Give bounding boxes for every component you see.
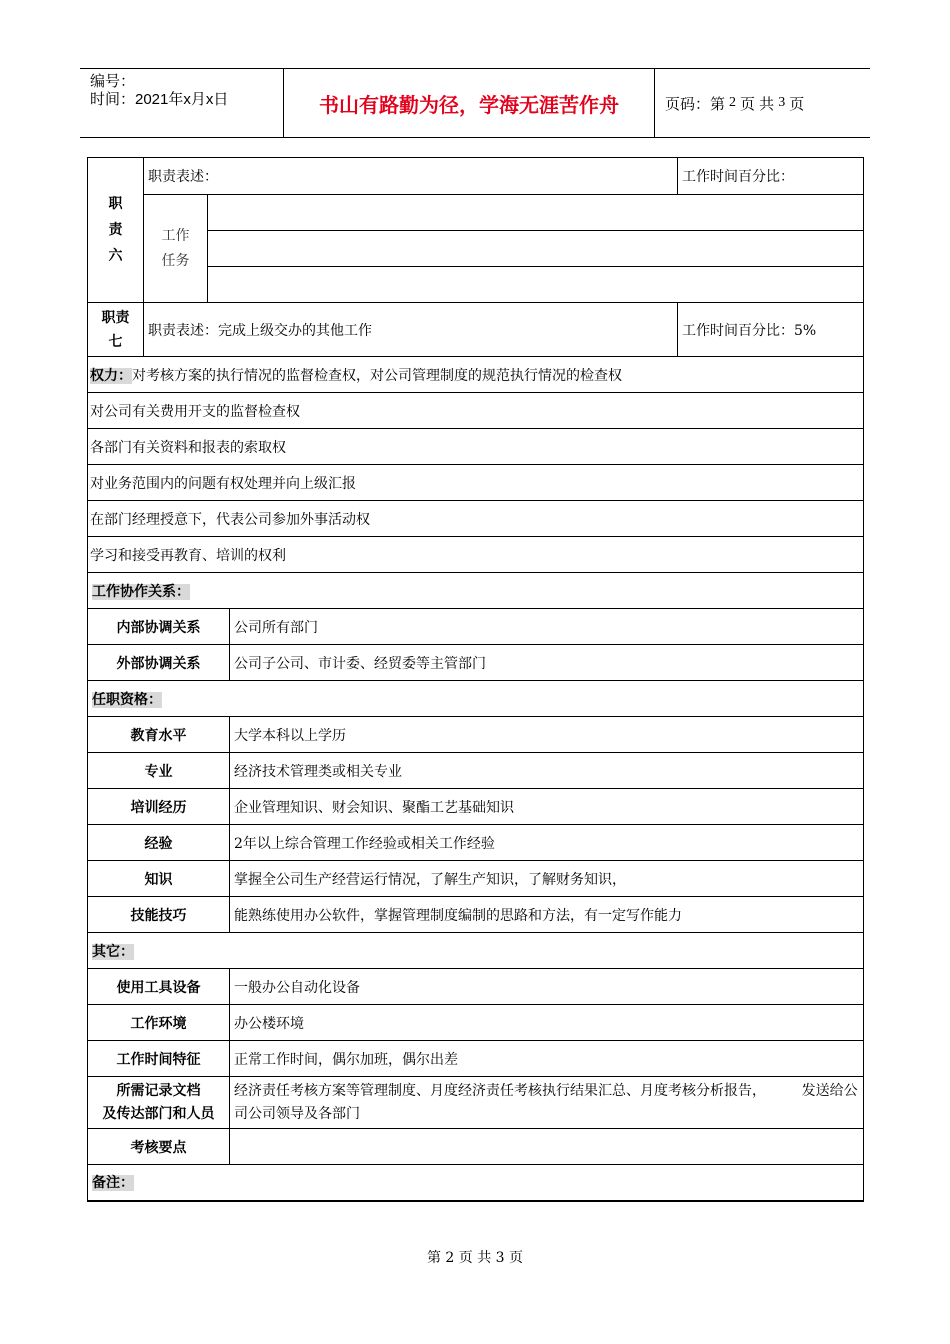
cooperation-label: 内部协调关系 [88,609,230,645]
qualifications-title-text: 任职资格： [92,691,162,708]
other-value: 办公楼环境 [230,1005,864,1041]
duty7-time-pct: 工作时间百分比：5% [678,303,864,357]
powers-first-item [88,357,864,393]
assess-label: 考核要点 [88,1129,230,1165]
page-label-prefix: 页码：第 [665,95,726,113]
page-header [80,68,870,138]
qualification-value: 掌握全公司生产经营运行情况，了解生产知识，了解财务知识， [230,861,864,897]
qualification-label: 专业 [88,753,230,789]
duty6-task-2[interactable] [208,231,864,267]
other-title [88,933,864,969]
powers-row [88,429,864,465]
other-row [88,1041,864,1077]
header-page-indicator [655,69,870,137]
docs-row [88,1077,864,1129]
qualification-label: 技能技巧 [88,897,230,933]
power-item: 对公司有关费用开支的监督检查权 [88,393,864,429]
power-item: 学习和接受再教育、培训的权利 [88,537,864,573]
page-total: 3 [778,95,786,110]
assess-row [88,1129,864,1165]
cooperation-value: 公司子公司、市计委、经贸委等主管部门 [230,645,864,681]
qualification-row [88,861,864,897]
cooperation-title-row [88,573,864,609]
duty6-label: 职 责 六 [88,158,144,303]
powers-row [88,537,864,573]
duty6-time-pct-label: 工作时间百分比： [678,158,864,195]
page-label-suffix: 页 [789,95,805,113]
qualification-value: 大学本科以上学历 [230,717,864,753]
page-current: 2 [729,95,737,110]
other-title-row [88,933,864,969]
other-label: 工作环境 [88,1005,230,1041]
remarks-row [88,1165,864,1201]
qualification-row [88,789,864,825]
cooperation-value: 公司所有部门 [230,609,864,645]
docs-label: 所需记录文档 及传达部门和人员 [88,1077,230,1129]
qualification-label: 经验 [88,825,230,861]
other-row [88,969,864,1005]
powers-row [88,465,864,501]
qualification-row [88,753,864,789]
cooperation-title [88,573,864,609]
header-motto: 书山有路勤为径，学海无涯苦作舟 [283,69,655,137]
job-description-table [87,157,864,1202]
other-row [88,1005,864,1041]
qualification-label: 知识 [88,861,230,897]
powers-first-text: 对考核方案的执行情况的监督检查权，对公司管理制度的规范执行情况的检查权 [132,367,622,384]
other-value: 一般办公自动化设备 [230,969,864,1005]
assess-value[interactable] [230,1129,864,1165]
page-footer: 第 2 页 共 3 页 [426,1250,524,1266]
qualification-value: 经济技术管理类或相关专业 [230,753,864,789]
powers-row [88,501,864,537]
duty6-task-1[interactable] [208,195,864,231]
powers-row [88,357,864,393]
other-label: 使用工具设备 [88,969,230,1005]
duty6-task-3[interactable] [208,267,864,303]
qualification-row [88,897,864,933]
powers-row [88,393,864,429]
qualification-value: 2年以上综合管理工作经验或相关工作经验 [230,825,864,861]
other-label: 工作时间特征 [88,1041,230,1077]
duty7-desc: 职责表述：完成上级交办的其他工作 [144,303,678,357]
other-value: 正常工作时间，偶尔加班，偶尔出差 [230,1041,864,1077]
cooperation-label: 外部协调关系 [88,645,230,681]
duty6-task-row [88,195,864,231]
qualification-label: 培训经历 [88,789,230,825]
qualification-label: 教育水平 [88,717,230,753]
cooperation-row [88,609,864,645]
page-label-mid: 页 共 [740,95,775,113]
powers-title: 权力： [90,367,132,384]
qualifications-title [88,681,864,717]
qualifications-title-row [88,681,864,717]
document-time-label: 时间：2021年x月x日 [90,91,229,108]
qualification-row [88,825,864,861]
qualification-row [88,717,864,753]
header-meta [80,69,283,137]
duty6-task-label: 工作 任务 [144,195,208,303]
remarks-title-text: 备注： [92,1175,134,1192]
power-item: 各部门有关资料和报表的索取权 [88,429,864,465]
document-number-label: 编号： [90,73,136,90]
duty7-label: 职责 七 [88,303,144,357]
duty6-desc-row [88,158,864,195]
qualification-value: 能熟练使用办公软件，掌握管理制度编制的思路和方法，有一定写作能力 [230,897,864,933]
docs-value: 经济责任考核方案等管理制度、月度经济责任考核执行结果汇总、月度考核分析报告， 发送给公司公司领导及各部门 [230,1077,864,1129]
cooperation-title-text: 工作协作关系： [92,583,190,600]
power-item: 在部门经理授意下，代表公司参加外事活动权 [88,501,864,537]
duty7-row [88,303,864,357]
remarks-title [88,1165,864,1201]
other-title-text: 其它： [92,943,134,960]
duty6-desc-label: 职责表述： [144,158,678,195]
cooperation-row [88,645,864,681]
qualification-value: 企业管理知识、财会知识、聚酯工艺基础知识 [230,789,864,825]
power-item: 对业务范围内的问题有权处理并向上级汇报 [88,465,864,501]
